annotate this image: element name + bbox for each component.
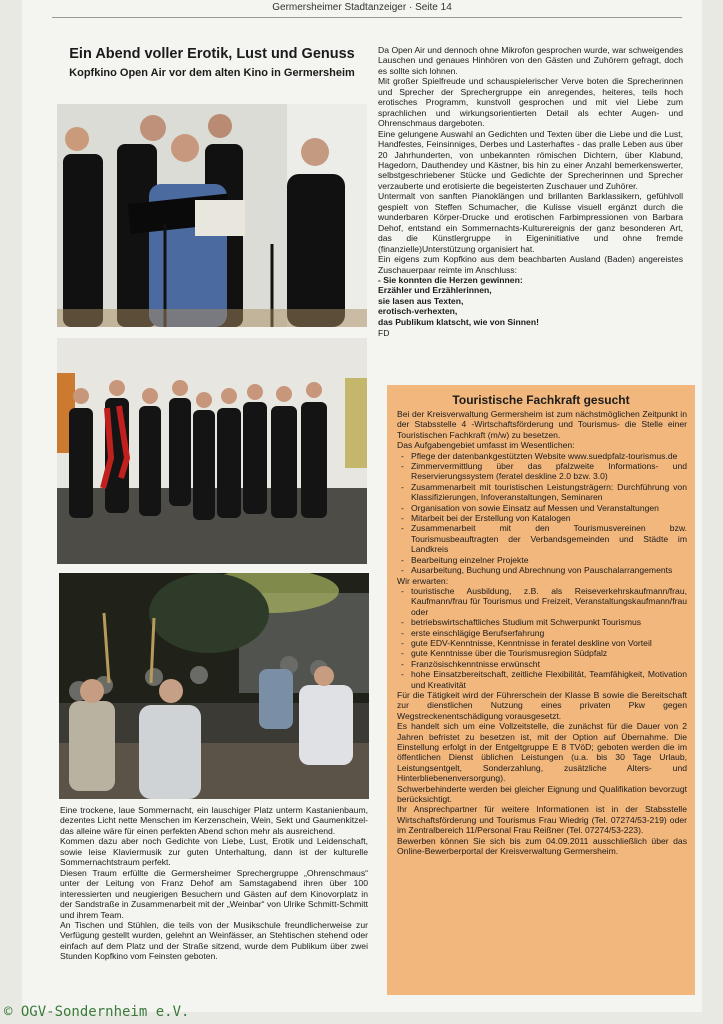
article-paragraph: Diesen Traum erfüllte die Germersheimer Sprechergruppe „Ohrenschmaus“ unter der Leitung von Franz Dehof am Samstagabend ihren über 100 interessierten und neugierigen Besuchern und Gästen auf dem Kinovorplatz in der Sandstraße in Zusammenarbeit mit der „Weinbar“ von Ulrike Schmitt-Schmitt und ihrem Team. (60, 867, 368, 920)
article-paragraph: Mit großer Spielfreude und schauspielerischer Verve boten die Sprecherinnen und Sprecher der Sprechergruppe ein anregendes, heiteres, teils hoch erotisches Programm, kunstvoll gesprochen und mit viel Liebe zum sprachlichen und wirkungsorientierten Detail als echter Augen- und Ohrenschmaus dargeboten. (378, 76, 683, 129)
poem (378, 275, 683, 327)
ad-task-item: - Zimmervermittlung über das pfalzweite Informations- und Reservierungssystem (feratel deskline 2.0 bzw. 3.0) (411, 461, 687, 482)
poem-line: erotisch-verhexten, (378, 306, 458, 317)
ad-closing-paragraph: Für die Tätigkeit wird der Führerschein der Klasse B sowie die Bereitschaft zur dienstlichen Nutzung eines privaten Pkw gegen Wegstreckenentschädigung vorausgesetzt. (397, 689, 687, 721)
poem-line: sie lasen aus Texten, (378, 295, 464, 306)
header-divider (52, 17, 682, 18)
ad-requirement-item: - gute EDV-Kenntnisse, Kenntnisse in feratel deskline von Vorteil (411, 638, 687, 648)
ad-closing-paragraph: Bewerben können Sie sich bis zum 04.09.2011 ausschließlich über das Online-Bewerberportal der Kreisverwaltung Germersheim. (397, 835, 687, 857)
article-subtitle: Kopfkino Open Air vor dem alten Kino in Germersheim (69, 67, 355, 79)
ad-task-item: - Zusammenarbeit mit den Tourismusvereinen bzw. Tourismusbeauftragten der Verbandsgemeinden und Städte im Landkreis (411, 523, 687, 554)
ad-requirement-item: - Französischkenntnisse erwünscht (411, 659, 687, 669)
job-advertisement (387, 385, 695, 995)
ad-requirement-item: - touristische Ausbildung, z.B. als Reiseverkehrskaufmann/frau, Kaufmann/frau für Tourismus und Freizeit, Veranstaltungskaufmann/frau oder (411, 586, 687, 617)
ad-task-item: - Zusammenarbeit mit touristischen Leistungsträgern: Durchführung von Klassifizierungen, Infoveranstaltungen, Seminaren (411, 482, 687, 503)
ad-requirements-heading: Wir erwarten: (397, 575, 449, 586)
ad-requirements-list (397, 586, 687, 690)
page-header: Germersheimer Stadtanzeiger · Seite 14 (272, 2, 452, 13)
ad-task-item: - Bearbeitung einzelner Projekte (411, 555, 687, 565)
article-paragraph: Ein eigens zum Kopfkino aus dem beachbarten Ausland (Baden) angereistes Zuschauerpaar reimte im Anschluss: (378, 254, 683, 275)
poem-line: - Sie konnten die Herzen gewinnen: (378, 274, 523, 285)
article-paragraph: An Tischen und Stühlen, die teils von der Musikschule freundlicherweise zur Verfügung gestellt wurden, gelehnt an Weinfässer, an Stehtischen stehend oder einfach auf dem Platz und der Straße sitzend, wurde dem Publikum über zwei Stunden Kopfkino vom Feinsten geboten. (60, 919, 368, 962)
article-paragraph: Kommen dazu aber noch Gedichte von Liebe, Lust, Erotik und Leidenschaft, sowie leise Klaviermusik zur guten Unterhaltung, dann ist der kulturelle Sommernachtstraum perfekt. (60, 836, 368, 868)
ad-intro: Bei der Kreisverwaltung Germersheim ist zum nächstmöglichen Zeitpunkt in der Stabsstelle 4 -Wirtschaftsförderung und Tourismus- die Stelle einer Touristischen Fachkraft (m/w) zu besetzen. (397, 409, 687, 440)
ad-requirement-item: - gute Kenntnisse über die Tourismusregion Südpfalz (411, 648, 687, 658)
ad-closing-paragraph: Ihr Ansprechpartner für weitere Informationen ist in der Stabsstelle Wirtschaftsförderung und Tourismus Frau Wiedrig (Tel. 07274/53-219) oder im Zentralbereich 11/Personal Frau Reißner (Tel. 07274/53-223). (397, 804, 687, 836)
ad-requirement-item: - betriebswirtschaftliches Studium mit Schwerpunkt Tourismus (411, 617, 687, 627)
article-column-right (378, 45, 683, 339)
ad-requirement-item: - erste einschlägige Berufserfahrung (411, 628, 687, 638)
photo-audience (59, 573, 369, 799)
ad-task-item: - Ausarbeitung, Buchung und Abrechnung von Pauschalarrangements (411, 565, 687, 575)
article-title: Ein Abend voller Erotik, Lust und Genuss (69, 46, 355, 62)
poem-line: das Publikum klatscht, wie von Sinnen! (378, 316, 539, 327)
ad-task-item: - Pflege der datenbankgestützten Website www.suedpfalz-tourismus.de (411, 451, 687, 461)
ad-task-item: - Organisation von sowie Einsatz auf Messen und Veranstaltungen (411, 503, 687, 513)
article-paragraph: Da Open Air und dennoch ohne Mikrofon gesprochen wurde, war schweigendes Lauschen und genaues Hinhören von den Gästen und Zuhörern gefragt, doch es sollte sich lohnen. (378, 45, 683, 76)
ad-title: Touristische Fachkraft gesucht (452, 393, 630, 407)
ad-tasks-list (397, 451, 687, 576)
poem-line: Erzähler und Erzählerinnen, (378, 285, 492, 296)
article-column-left (60, 805, 368, 962)
ad-tasks-heading: Das Aufgabengebiet umfasst im Wesentlichen: (397, 440, 575, 451)
ad-requirement-item: - hohe Einsatzbereitschaft, zeitliche Flexibilität, Teamfähigkeit, Motivation und Kreativität (411, 669, 687, 690)
ad-closing-paragraph: Es handelt sich um eine Vollzeitstelle, die zunächst für die Dauer von 2 Jahren befristet zu besetzen ist, mit der Option auf Übernahme. Die Einstellung erfolgt in der Entgeltgruppe E 8 TVöD; geboten werden die im öffentlichen Dienst üblichen Leistungen (u.a. bis 30 Tage Urlaub, Leistungsentgelt, Sonderzahlung, zusätzliche Alters- und Hinterbliebenenversorgung). (397, 721, 687, 784)
photo-group (57, 338, 367, 564)
copyright-footer: © OGV-Sondernheim e.V. (4, 1004, 190, 1020)
ad-closing-paragraph: Schwerbehinderte werden bei gleicher Eignung und Qualifikation bevorzugt berücksichtigt. (397, 783, 687, 805)
article-paragraph: Eine gelungene Auswahl an Gedichten und Texten über die Liebe und die Lust, Handfestes, Feinsinniges, Derbes und Lasterhaftes - das pralle Leben aus über 20 Jahrhunderten, von unbekannten römischen Dichtern, über Klabund, Hagedorn, Dauthendey und Kästner, bis hin zu einer Anzahl bemerkenswerter, selbstgeschriebener Stücke und Gedichte der Sprecherinnen und Sprecher verzauberte und erotisierte die begeisterten Zuschauer und Zuhörer. (378, 128, 683, 191)
ad-body (397, 409, 687, 856)
article-paragraph: Eine trockene, laue Sommernacht, ein lauschiger Platz unterm Kastanienbaum, dezentes Licht nette Menschen im Kerzenschein, Wein, Sekt und Gaumenkitzel- das alleine wäre für einen perfekten Abend schon mehr als ausreichend. (60, 805, 368, 836)
ad-task-item: - Mitarbeit bei der Erstellung von Katalogen (411, 513, 687, 523)
article-paragraph: Untermalt von sanften Pianoklängen und brillanten Barklassikern, gefühlvoll gespielt von Steffen Schumacher, die Kulisse visuell ergänzt durch die wunderbaren Körper-Drucke und erotischen Farbimpressionen von Barbara Dehof, entstand ein Sommernachts-Kulturereignis der ganz besonderen Art, das die Künstlergruppe in Eigeninitiative und ohne fremde (finanzielle)Unterstützung organisiert hat. (378, 191, 683, 254)
photo-speakers (57, 104, 367, 327)
author-signature: FD (378, 328, 390, 339)
